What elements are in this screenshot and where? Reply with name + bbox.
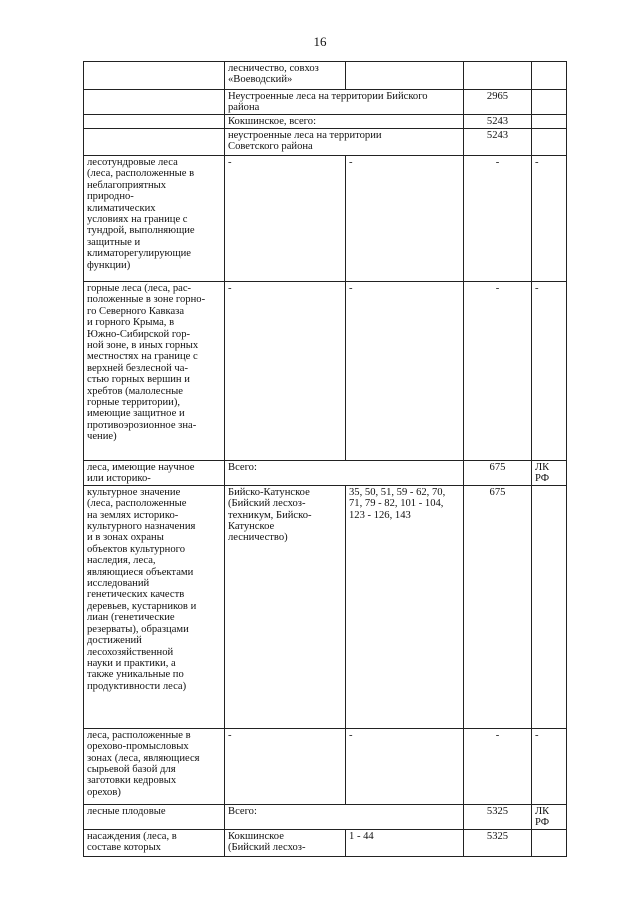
category-text-line: сырьевой базой для	[87, 764, 176, 776]
category-text-line: лесные плодовые	[87, 805, 166, 817]
basis-cell: ЛК РФ	[532, 804, 567, 829]
category-text-line: природно-	[87, 191, 134, 203]
forest-table	[83, 61, 567, 857]
category-text-line: лесотундровые леса	[87, 157, 178, 168]
forestry-text-line: -	[228, 157, 232, 168]
category-text-line: и в зонах охраны	[87, 532, 164, 544]
forestry-text-line: Кокшинское, всего:	[228, 116, 317, 127]
category-text-line: лесохозяйственной	[87, 646, 174, 658]
category-text-line: (леса, расположенные	[87, 498, 187, 510]
table-row	[84, 461, 567, 486]
forestry-cell	[225, 156, 346, 282]
category-text-line: достижений	[87, 635, 142, 647]
forest-category-cell	[84, 485, 225, 728]
forestry-cell	[225, 115, 464, 129]
category-text-line: верхней безлесной ча-	[87, 362, 188, 374]
category-text-line: резерваты), образцами	[87, 623, 189, 635]
forestry-text-line: лесничество, совхоз	[228, 63, 319, 74]
forestry-text-line: неустроенные леса на территории	[228, 130, 382, 141]
forestry-text-line: Всего:	[228, 462, 257, 473]
category-text-line: или историко-	[87, 473, 151, 485]
quarter-numbers-cell	[346, 156, 464, 282]
forestry-cell	[225, 829, 346, 856]
area-cell: -	[464, 156, 532, 282]
forestry-text-line: техникум, Бийско-	[228, 509, 312, 521]
category-text-line: зонах (леса, являющиеся	[87, 752, 200, 764]
quarter-numbers-cell	[346, 282, 464, 461]
category-text-line: (леса, расположенные в	[87, 168, 195, 180]
table-row	[84, 90, 567, 115]
area-cell: -	[464, 282, 532, 461]
forestry-text-line: (Бийский лесхоз-	[228, 498, 306, 510]
table-row	[84, 728, 567, 804]
area-cell: 675	[464, 485, 532, 728]
basis-cell	[532, 129, 567, 156]
category-text-line: насаждения (леса, в	[87, 830, 177, 842]
table-row	[84, 804, 567, 829]
forest-category-cell	[84, 728, 225, 804]
quarter-text-line: 35, 50, 51, 59 - 62, 70,	[349, 486, 446, 498]
category-text-line: наследия, леса,	[87, 555, 156, 567]
forestry-cell	[225, 90, 464, 115]
area-cell: -	[464, 728, 532, 804]
area-cell: 5325	[464, 829, 532, 856]
area-cell: 675	[464, 461, 532, 486]
forest-category-cell	[84, 62, 225, 90]
category-text-line: климаторегулирующие	[87, 248, 191, 260]
category-text-line: леса, имеющие научное	[87, 462, 195, 473]
quarter-text-line: 71, 79 - 82, 101 - 104,	[349, 498, 444, 510]
forestry-text-line: -	[228, 283, 232, 294]
category-text-line: горные леса (леса, рас-	[87, 283, 192, 294]
category-text-line: Южно-Сибирской гор-	[87, 328, 191, 340]
category-text-line: леса, расположенные в	[87, 729, 191, 741]
category-text-line: объектов культурного	[87, 543, 186, 555]
forestry-text-line: Советского района	[228, 141, 313, 153]
category-text-line: лиан (генетические	[87, 612, 175, 624]
forestry-cell	[225, 62, 346, 90]
forest-category-cell	[84, 115, 225, 129]
forestry-text-line: Неустроенные леса на территории Бийского	[228, 91, 428, 102]
forest-category-cell	[84, 461, 225, 486]
forestry-cell	[225, 282, 346, 461]
basis-cell	[532, 485, 567, 728]
basis-cell	[532, 90, 567, 115]
area-cell: 5243	[464, 129, 532, 156]
quarter-text-line: 1 - 44	[349, 830, 374, 842]
category-text-line: науки и практики, а	[87, 657, 176, 669]
forestry-text-line: района	[228, 102, 260, 114]
table-row	[84, 282, 567, 461]
table-row	[84, 115, 567, 129]
category-text-line: имеющие защитное и	[87, 408, 185, 420]
category-text-line: тундрой, выполняющие	[87, 225, 195, 237]
category-text-line: составе которых	[87, 842, 161, 854]
category-text-line: противоэрозионное зна-	[87, 419, 197, 431]
forest-category-cell	[84, 282, 225, 461]
forest-category-cell	[84, 90, 225, 115]
basis-cell	[532, 829, 567, 856]
category-text-line: климатических	[87, 202, 156, 214]
forestry-text-line: «Воеводский»	[228, 74, 293, 86]
quarter-text-line: -	[349, 283, 353, 294]
quarter-numbers-cell	[346, 829, 464, 856]
basis-cell: -	[532, 282, 567, 461]
category-text-line: защитные и	[87, 236, 141, 248]
page-number: 16	[313, 34, 327, 49]
forestry-cell	[225, 804, 464, 829]
basis-cell: -	[532, 728, 567, 804]
area-cell: 5325	[464, 804, 532, 829]
forestry-cell	[225, 728, 346, 804]
category-text-line: орехов)	[87, 786, 121, 798]
area-cell: 5243	[464, 115, 532, 129]
category-text-line: являющиеся объектами	[87, 566, 194, 578]
forestry-text-line: -	[228, 729, 232, 741]
category-text-line: на землях историко-	[87, 509, 179, 521]
category-text-line: горные территории),	[87, 397, 181, 409]
quarter-text-line: -	[349, 729, 353, 741]
forestry-cell	[225, 129, 464, 156]
forest-category-cell	[84, 829, 225, 856]
quarter-text-line: 123 - 126, 143	[349, 509, 411, 521]
category-text-line: функции)	[87, 259, 131, 271]
forestry-cell	[225, 485, 346, 728]
category-text-line: ной зоне, в иных горных	[87, 340, 199, 352]
category-text-line: го Северного Кавказа	[87, 305, 185, 317]
quarter-numbers-cell	[346, 728, 464, 804]
category-text-line: деревьев, кустарников и	[87, 600, 197, 612]
forest-category-cell	[84, 129, 225, 156]
quarter-numbers-cell	[346, 62, 464, 90]
category-text-line: культурного назначения	[87, 521, 196, 533]
forestry-text-line: лесничество)	[228, 532, 288, 544]
area-cell: 2965	[464, 90, 532, 115]
basis-cell: ЛК РФ	[532, 461, 567, 486]
category-text-line: стью горных вершин и	[87, 374, 190, 386]
forest-category-cell	[84, 804, 225, 829]
forestry-text-line: Бийско-Катунское	[228, 486, 310, 498]
forestry-text-line: Кокшинское	[228, 830, 284, 842]
quarter-numbers-cell	[346, 485, 464, 728]
category-text-line: условиях на границе с	[87, 214, 188, 226]
category-text-line: местностях на границе с	[87, 351, 198, 363]
category-text-line: хребтов (малолесные	[87, 385, 183, 397]
category-text-line: продуктивности леса)	[87, 680, 187, 692]
basis-cell: -	[532, 156, 567, 282]
forest-category-cell	[84, 156, 225, 282]
category-text-line: чение)	[87, 431, 117, 443]
category-text-line: и горного Крыма, в	[87, 317, 175, 329]
table-row	[84, 129, 567, 156]
category-text-line: исследований	[87, 578, 150, 590]
quarter-text-line: -	[349, 157, 353, 168]
forestry-text-line: (Бийский лесхоз-	[228, 842, 306, 854]
area-cell	[464, 62, 532, 90]
category-text-line: положенные в зоне горно-	[87, 294, 206, 306]
category-text-line: культурное значение	[87, 486, 181, 498]
category-text-line: орехово-промысловых	[87, 741, 189, 753]
table-row	[84, 829, 567, 856]
table-row	[84, 485, 567, 728]
category-text-line: неблагоприятных	[87, 179, 167, 191]
forestry-cell	[225, 461, 464, 486]
category-text-line: генетических качеств	[87, 589, 185, 601]
category-text-line: заготовки кедровых	[87, 775, 177, 787]
basis-cell	[532, 62, 567, 90]
table-row	[84, 156, 567, 282]
table-row	[84, 62, 567, 90]
basis-cell	[532, 115, 567, 129]
category-text-line: также уникальные по	[87, 669, 184, 681]
forestry-text-line: Катунское	[228, 521, 275, 533]
forestry-text-line: Всего:	[228, 805, 257, 817]
